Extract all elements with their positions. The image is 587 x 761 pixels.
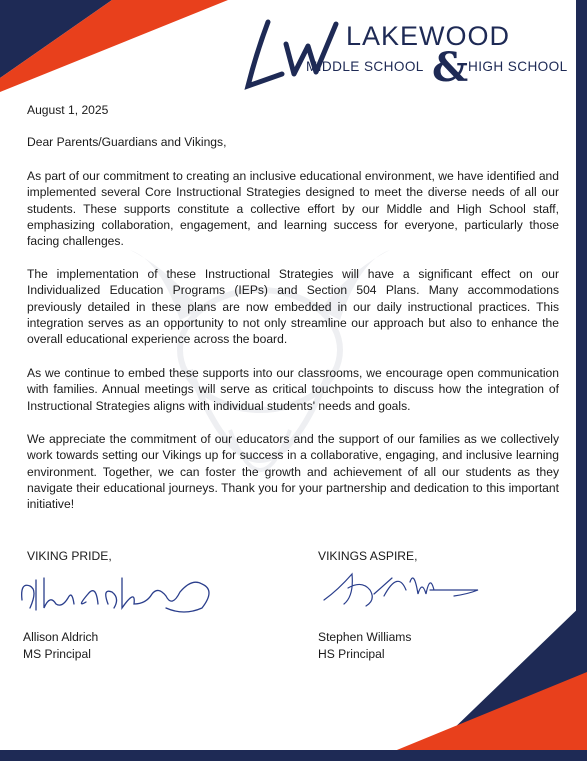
paragraph-3: As we continue to embed these supports into our classrooms, we encourage open communication with families. Annual meetings will serve as critical touchpoints to discuss how the integration of Instructional Strategies aligns with individual students' needs and goals. (27, 366, 559, 413)
closing-left: VIKING PRIDE, (27, 549, 112, 563)
lw-monogram-icon (238, 14, 348, 94)
closing-right: VIKINGS ASPIRE, (318, 549, 418, 563)
school-name: LAKEWOOD (346, 21, 511, 51)
signer-left-title: MS Principal (23, 646, 91, 661)
signer-right-name: Stephen Williams (318, 630, 412, 644)
letter-salutation: Dear Parents/Guardians and Vikings, (27, 135, 227, 149)
signer-left (23, 629, 98, 662)
high-school-label: HIGH SCHOOL (468, 59, 568, 74)
signer-left-name: Allison Aldrich (23, 630, 99, 644)
letter-date: August 1, 2025 (27, 103, 109, 117)
signature-allison-aldrich (16, 568, 216, 618)
corner-orange-bottom-right (392, 672, 587, 761)
signature-stephen-williams (318, 560, 488, 610)
paragraph-1: As part of our commitment to creating an inclusive educational environment, we have identified and implemented several Core Instructional Strategies designed to meet the diverse needs of all our students. These supports constitute a collective effort by our Middle and High School staff, emphasizing collaboration, engagement, and learning success for everyone, particularly those facing challenges. (27, 169, 559, 249)
logo-ampersand: & (432, 44, 469, 91)
middle-school-label: MIDDLE SCHOOL (306, 59, 424, 74)
signer-right (318, 629, 411, 662)
school-logo (238, 14, 583, 94)
paragraph-4: We appreciate the commitment of our educators and the support of our families as we collectively work towards setting our Vikings up for success in a collaborative, engaging, and inclusive learning environment. Together, we can foster the growth and achievement of all our students as they navigate their educational journeys. Thank you for your partnership and dedication to this important initiative! (27, 432, 559, 512)
paragraph-2: The implementation of these Instructional Strategies will have a significant effect on our Individualized Education Programs (IEPs) and Section 504 Plans. Many accommodations previously detailed in these plans are now embedded in our daily instructional practices. This integration serves as an opportunity to not only streamline our approach but also to enhance the overall educational experience across the board. (27, 267, 559, 347)
signer-right-title: HS Principal (318, 646, 385, 661)
bottom-edge-bar (0, 750, 587, 761)
